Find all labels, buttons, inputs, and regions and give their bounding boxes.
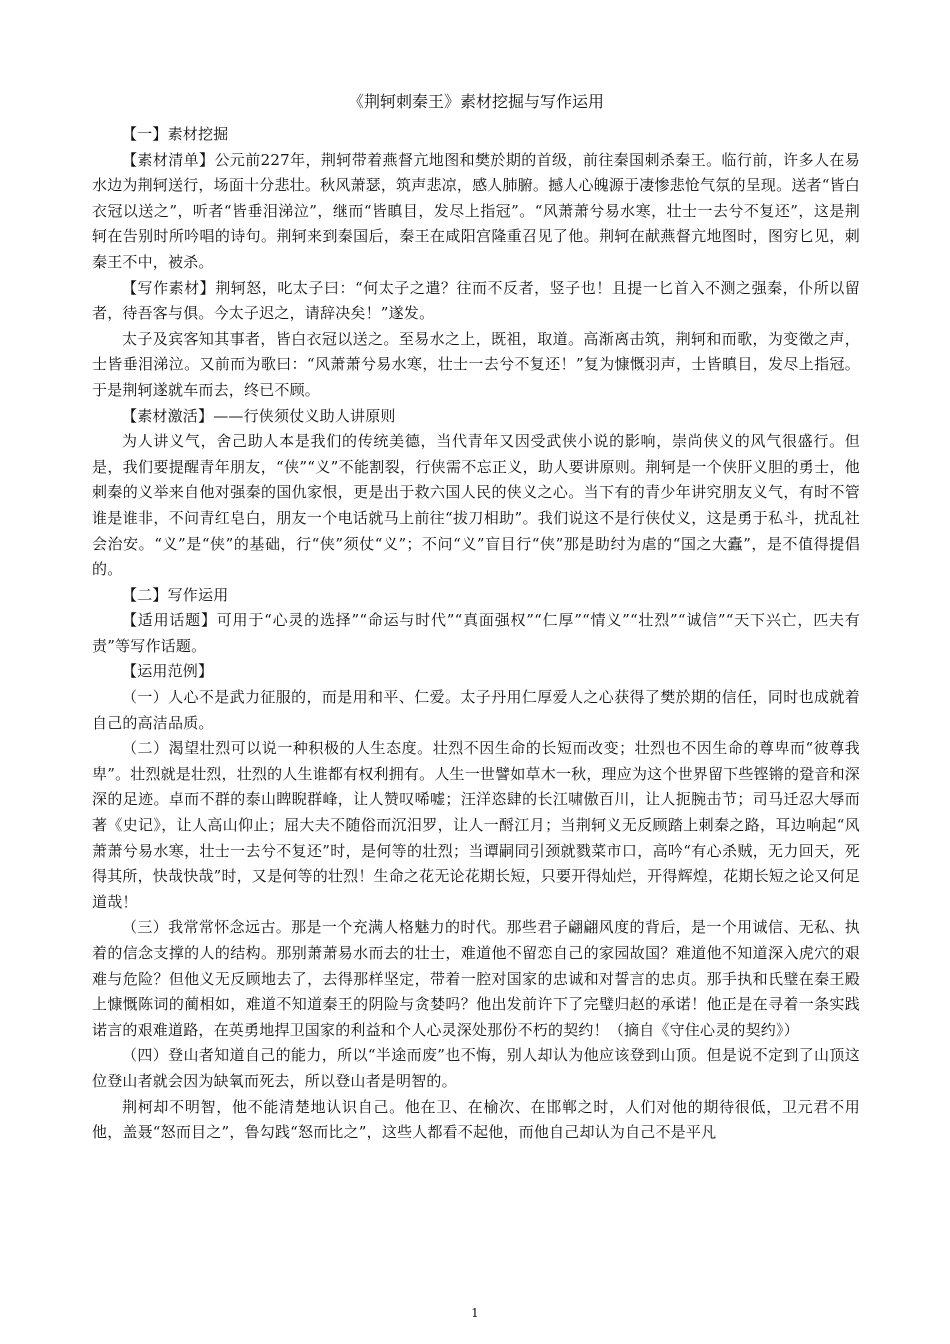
- paragraph-material-activation: 为人讲义气，舍己助人本是我们的传统美德，当代青年又因受武侠小说的影响，崇尚侠义的风气很盛行。但是，我们要提醒青年朋友，“侠”“义”不能割裂，行侠需不忘正义，助人要讲原则。荆轲是一个侠肝义胆的勇士，他刺秦的义举来自他对强秦的国仇家恨，更是出于救六国人民的侠义之心。当下有的青少年讲究朋友义气，有时不管谁是谁非，不问青红皂白，朋友一个电话就马上前往“拔刀相助”。我们说这不是行侠仗义，这是勇于私斗，扰乱社会治安。“义”是“侠”的基础，行“侠”须仗“义”；不问“义”盲目行“侠”那是助纣为虐的“国之大蠹”，是不值得提倡的。: [92, 432, 860, 579]
- section-heading-material: 【一】素材挖掘: [122, 125, 229, 143]
- paragraph-example-1: （一）人心不是武力征服的，而是用和平、仁爱。太子丹用仁厚爱人之心获得了樊於期的信任，同时也成就着自己的高洁品质。: [92, 688, 860, 732]
- paragraph-writing-material: 【写作素材】荆轲怒，叱太子曰：“何太子之遣？往而不反者，竖子也！且提一匕首入不测之强秦，仆所以留者，待吾客与俱。今太子迟之，请辞决矣！”遂发。: [92, 278, 860, 323]
- document-title: 《荆轲刺秦王》素材挖掘与写作运用: [347, 92, 604, 111]
- paragraph-material-list: 【素材清单】公元前227年，荆轲带着燕督亢地图和樊於期的首级，前往秦国刺杀秦王。临行前，许多人在易水边为荆轲送行，场面十分悲壮。秋风萧瑟，筑声悲凉，感人肺腑。撼人心魄源于凄惨悲怆气氛的呈现。送者“皆白衣冠以送之”，听者“皆垂泪涕泣”，继而“皆瞋目，发尽上指冠”。“风萧萧兮易水寒，壮士一去兮不复还”，这是荆轲在告别时所吟唱的诗句。荆轲来到秦国后，秦王在咸阳宫隆重召见了他。荆轲在献燕督亢地图时，图穷匕见，刺秦王不中，被杀。: [92, 150, 860, 271]
- paragraph-example-2: （二）渴望壮烈可以说一种积极的人生态度。壮烈不因生命的长短而改变；壮烈也不因生命的尊卑而“彼尊我卑”。壮烈就是壮烈，壮烈的人生谁都有权利拥有。人生一世譬如草木一秋，理应为这个世界留下些铿锵的跫音和深深的足迹。卓而不群的泰山睥睨群峰，让人赞叹唏嘘；汪洋恣肆的长江啸傲百川，让人扼腕击节；司马迁忍大辱而著《史记》，让人高山仰止；屈大夫不随俗而沉汨罗，让人一酹江月；当荆轲义无反顾踏上刺秦之路，耳边响起“风萧萧兮易水寒，壮士一去兮不复还”时，是何等的壮烈；当谭嗣同引颈就戮菜市口，高吟“有心杀贼，无力回天，死得其所，快哉快哉”时，又是何等的壮烈！生命之花无论花期长短，只要开得灿烂，开得辉煌，花期长短之论又何足道哉！: [92, 739, 860, 911]
- document-body: [92, 84, 860, 1146]
- paragraph-farewell: 太子及宾客知其事者，皆白衣冠以送之。至易水之上，既祖，取道。高渐离击筑，荆轲和而歌，为变徵之声，士皆垂泪涕泣。又前而为歌曰：“风萧萧兮易水寒，壮士一去兮不复还！”复为慷慨羽声，士皆瞋目，发尽上指冠。于是荆轲遂就车而去，终已不顾。: [92, 329, 860, 399]
- paragraph-example-4-continued: 荆柯却不明智，他不能清楚地认识自己。他在卫、在榆次、在邯郸之时，人们对他的期待很低，卫元君不用他，盖聂“怒而目之”，鲁勾践“怒而比之”，这些人都看不起他，而他自己却认为自己不是平凡: [92, 1097, 860, 1142]
- paragraph-examples-heading: 【运用范例】: [122, 662, 214, 681]
- paragraph-example-4: （四）登山者知道自己的能力，所以“半途而废”也不悔，别人却认为他应该登到山顶。但是说不定到了山顶这位登山者就会因为缺氧而死去，所以登山者是明智的。: [92, 1046, 860, 1090]
- paragraph-applicable-topics: 【适用话题】可用于“心灵的选择”“命运与时代”“真面强权”“仁厚”“情义”“壮烈”“诚信”“天下兴亡，匹夫有责”等写作话题。: [92, 611, 860, 655]
- paragraph-example-3: （三）我常常怀念远古。那是一个充满人格魅力的时代。那些君子翩翩风度的背后，是一个用诚信、无私、执着的信念支撑的人的结构。那别萧萧易水而去的壮士，难道他不留恋自己的家园故国？难道他不知道深入虎穴的艰难与危险？但他义无反顾地去了，去得那样坚定，带着一腔对国家的忠诚和对誓言的忠贞。那手执和氏璧在秦王殿上慷慨陈词的蔺相如，难道不知道秦王的阴险与贪婪吗？他出发前许下了完璧归赵的承诺！他正是在寻着一条实践诺言的艰难道路，在英勇地捍卫国家的利益和个人心灵深处那份不朽的契约！（摘自《守住心灵的契约》）: [92, 918, 860, 1039]
- page-number: 1: [471, 1306, 479, 1320]
- section-heading-writing: 【二】写作运用: [122, 585, 229, 604]
- paragraph-material-activation-heading: 【素材激活】——行侠须仗义助人讲原则: [122, 406, 396, 425]
